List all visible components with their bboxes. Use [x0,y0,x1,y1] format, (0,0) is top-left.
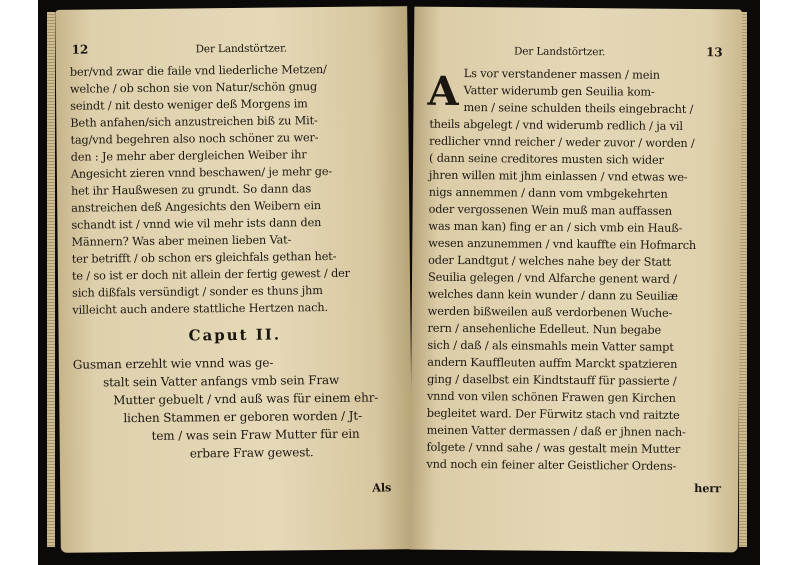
text-line: men / seine schulden theils eingebracht / [463,101,694,117]
text-line: welche / ob schon sie von Natur/schön gnug [69,80,318,96]
left-page [55,6,413,553]
text-line: begleitet ward. Der Fürwitz stach vnd raitzte [426,406,680,422]
chapter-summary-line: Gusman erzehlt wie vnnd was ge- [72,355,274,372]
text-line: sich / daß / als einsmahls mein Vatter sampt [427,338,674,354]
left-running-head: Der Landstörtzer. [195,42,287,56]
text-line: werden bißweilen auß verdorbenen Wuche- [427,304,673,320]
chapter-summary-line: Mutter gebuelt / vnd auß was für einem ehr- [113,390,379,408]
text-line: Beth anfahen/sich anzustreichen biß zu Mit- [70,114,318,130]
text-line: andern Kauffleuten auffm Marckt spatzieren [427,355,678,371]
catchword: herr [694,481,721,496]
right-running-head: Der Landstörtzer. [513,45,606,59]
chapter-summary-line: tem / was sein Fraw Mutter für ein [151,426,360,443]
text-line: Ls vor verstandener massen / mein [463,67,660,82]
text-line: ber/vnd zwar die faile vnd liederliche Metzen/ [69,63,327,79]
right-page-number: 13 [705,45,723,60]
catchword: Als [372,480,392,495]
text-line: den : Je mehr aber dergleichen Weiber ihr [70,148,307,164]
text-line: ter betrifft / ob schon ers gleichfals gethan het- [71,249,337,266]
text-line: ging / daselbst ein Kindtstauff für passierte / [427,372,677,388]
text-line: anstreichen deß Angesichts den Weibern ein [71,199,322,215]
left-page-number: 12 [71,42,89,57]
chapter-summary-line: stalt sein Vatter anfangs vmb sein Fraw [102,372,340,390]
text-line: Seuilia gelegen / vnd Alfarche genent ward / [427,270,677,286]
text-line: welches dann kein wunder / dann zu Seuiliæ [427,287,678,303]
text-line: was man kan) fing er an / sich vmb ein Hauß- [428,219,683,235]
text-line: Vatter widerumb gen Seuilia kom- [463,84,655,99]
text-line: redlicher vnnd reicher / weder zuvor / worden / [429,134,695,151]
text-line: vnnd von vilen schönen Frawen gen Kirchen [426,389,676,405]
text-line: Männern? Was aber meinen lieben Vat- [71,233,292,249]
chapter-heading: Caput II. [188,325,282,345]
text-line: het ihr Haußwesen zu grundt. So dann das [70,182,312,198]
drop-cap-initial: A [427,67,459,115]
text-line: te / so ist er doch nit allein der fertig gewest / der [71,266,350,283]
text-line: wesen anzunemmen / vnd kauffte ein Hofmarch [428,236,697,253]
text-line: folgete / vnnd sahe / was gestalt mein Mutter [426,440,681,456]
text-line: jhren willen mit jhm einlassen / vnd etwas we- [428,168,688,184]
left-page-edge [47,12,55,547]
chapter-summary-line: lichen Stammen er geboren worden / Jt- [123,408,363,426]
text-line: meinen Vatter dermassen / daß er jhnen nach- [426,423,686,439]
right-page [410,7,743,553]
text-line: oder Landtgut / welches nahe bey der Statt [428,253,672,269]
text-line: sich dißfals versündigt / sonder es thuns jhm [72,284,323,300]
chapter-summary-line: erbare Fraw gewest. [189,445,314,461]
text-line: theils abgelegt / vnd widerumb redlich / ja vil [429,117,683,133]
text-line: vnd noch ein feiner alter Geistlicher Ordens- [426,457,677,473]
text-line: seindt / nit desto weniger deß Morgens im [70,97,308,113]
text-line: Angesicht zieren vnnd beschawen/ je mehr ge- [70,164,333,181]
text-line: tag/vnd begehren also noch schöner zu wer- [70,131,319,147]
text-line: schandt ist / vnnd wie vil mehr ists dann den [71,216,322,232]
text-line: oder vergossenen Wein muß man auffassen [428,202,673,218]
text-line: villeicht auch andere stattliche Hertzen nach. [72,301,328,317]
text-line: ( dann seine creditores musten sich wider [428,151,664,167]
text-line: nigs annemmen / dann vom vmbgekehrten [428,185,668,201]
text-line: rern / ansehenliche Edelleut. Nun begabe [427,321,662,337]
